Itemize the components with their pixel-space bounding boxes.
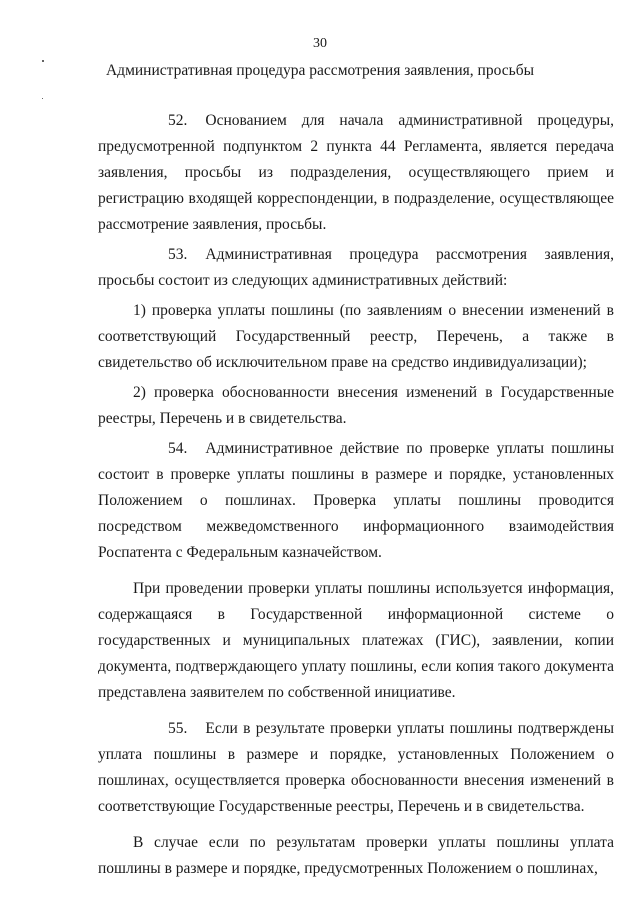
paragraph-text: Административное действие по проверке уплаты пошлины состоит в проверке уплаты пошлины в размере и порядке, установленных Положением о пошлинах. Проверка уплаты пошлины проводится посредством межведомственного информационного взаимодействия Роспатента с Федеральным казначейством. <box>98 440 614 561</box>
paragraph-number: 54. <box>168 440 188 457</box>
paragraph-55 <box>98 716 614 820</box>
list-item-2 <box>98 380 614 432</box>
document-body <box>98 108 614 882</box>
paragraph-number: 55. <box>168 720 188 737</box>
page-number: 30 <box>313 36 327 51</box>
paragraph-54-continued <box>98 576 614 706</box>
paragraph-text: Если в результате проверки уплаты пошлины подтверждены уплата пошлины в размере и порядке, установленных Положением о пошлинах, осуществляется проверка обоснованности внесения изменений в соответствующие Государственные реестры, Перечень и в свидетельства. <box>98 720 614 815</box>
paragraph-text: 2) проверка обоснованности внесения изменений в Государственные реестры, Перечень и в свидетельства. <box>98 384 614 427</box>
paragraph-text: Основанием для начала административной процедуры, предусмотренной подпунктом 2 пункта 44 Регламента, является передача заявления, просьбы из подразделения, осуществляющего прием и регистрацию входящей корреспонденции, в подразделение, осуществляющее рассмотрение заявления, просьбы. <box>98 112 614 233</box>
paragraph-text: В случае если по результатам проверки уплаты пошлины уплата пошлины в размере и порядке, предусмотренных Положением о пошлинах, <box>98 834 614 877</box>
paragraph-number: 52. <box>168 112 188 129</box>
scan-dot <box>42 98 43 99</box>
paragraph-text: 1) проверка уплаты пошлины (по заявлениям о внесении изменений в соответствующий Государственный реестр, Перечень, а также в свидетельство об исключительном праве на средство индивидуализации); <box>98 302 614 371</box>
paragraph-text: При проведении проверки уплаты пошлины используется информация, содержащаяся в Государственной информационной системе о государственных и муниципальных платежах (ГИС), заявлении, копии документа, подтверждающего уплату пошлины, если копия такого документа представлена заявителем по собственной инициативе. <box>98 580 614 701</box>
list-item-1 <box>98 298 614 376</box>
section-heading: Административная процедура рассмотрения заявления, просьбы <box>105 62 534 79</box>
paragraph-52 <box>98 108 614 238</box>
paragraph-55-continued <box>98 830 614 882</box>
paragraph-text: Административная процедура рассмотрения заявления, просьбы состоит из следующих административных действий: <box>98 246 614 289</box>
paragraph-53 <box>98 242 614 294</box>
paragraph-54 <box>98 436 614 566</box>
paragraph-number: 53. <box>168 246 188 263</box>
